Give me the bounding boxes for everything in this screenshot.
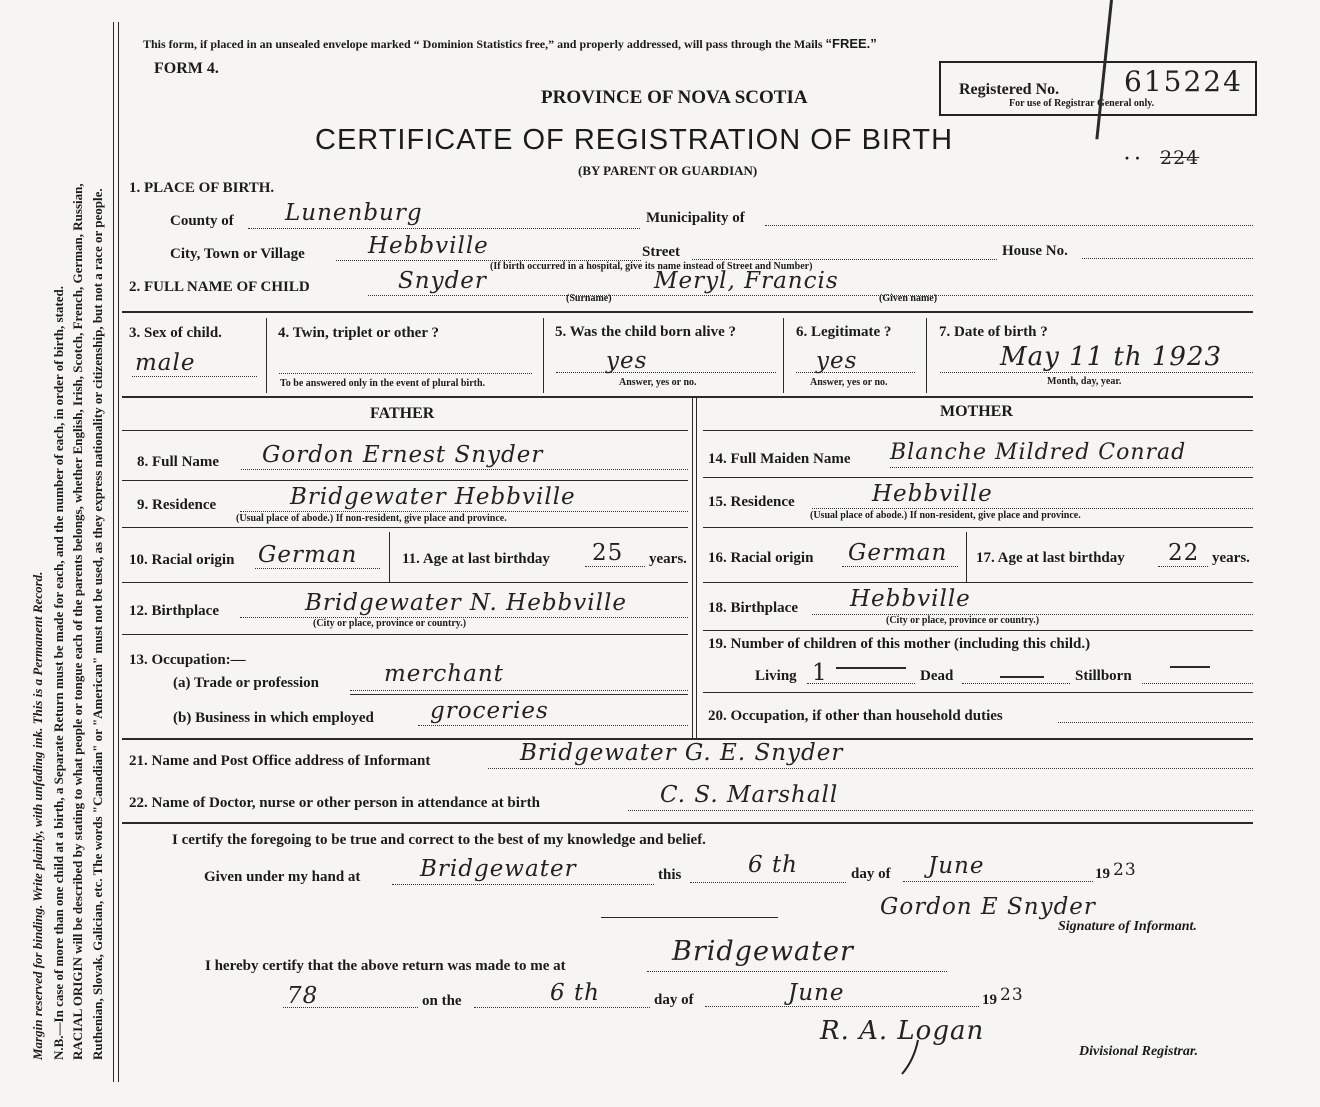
mother-residence-label: 15. Residence: [708, 494, 795, 510]
father-residence-line: [240, 511, 688, 512]
margin-rule: [113, 22, 114, 1082]
father-heading-rule: [122, 430, 688, 431]
children-count-label: 19. Number of children of this mother (including this child.): [708, 636, 1091, 652]
business-line: [418, 725, 688, 726]
row-rule: [350, 694, 688, 695]
alive-label: 5. Was the child born alive ?: [555, 324, 736, 340]
cell-divider: [389, 532, 390, 582]
reg-ref-value: 78: [287, 983, 319, 1009]
cell-divider: [266, 318, 267, 393]
city-value: Hebbville: [368, 233, 489, 259]
month-line: [903, 881, 1093, 882]
sex-line: [132, 376, 257, 377]
province-heading: PROVINCE OF NOVA SCOTIA: [541, 87, 808, 108]
house-label: House No.: [1002, 243, 1068, 259]
reg-day-line: [474, 1007, 650, 1008]
father-age-unit: years.: [649, 551, 687, 567]
living-dash: [836, 667, 906, 669]
twin-label: 4. Twin, triplet or other ?: [278, 325, 439, 341]
twin-line: [279, 373, 532, 374]
row-rule: [122, 527, 688, 528]
mother-age-value: 22: [1168, 540, 1200, 566]
given-under-label: Given under my hand at: [204, 869, 361, 885]
reg-month-value: June: [788, 980, 845, 1006]
mother-race-value: German: [848, 540, 948, 566]
mother-name-label: 14. Full Maiden Name: [708, 451, 851, 467]
father-heading: FATHER: [370, 405, 435, 422]
father-age-label: 11. Age at last birthday: [402, 551, 550, 567]
father-birthplace-note: (City or place, province or country.): [313, 618, 467, 629]
ink-dots: · ·: [1124, 148, 1141, 168]
father-birthplace-value: Bridgewater N. Hebbville: [305, 590, 627, 616]
row-rule: [122, 634, 688, 635]
hospital-note: (If birth occurred in a hospital, give its name instead of Street and Number): [490, 261, 813, 272]
father-race-label: 10. Racial origin: [129, 552, 235, 568]
dead-label: Dead: [920, 668, 954, 684]
mother-age-line: [1158, 566, 1208, 567]
municipality-label: Municipality of: [646, 210, 745, 226]
dead-line: [962, 683, 1070, 684]
registrar-signature: R. A. Logan: [820, 1016, 985, 1046]
county-line: [248, 228, 640, 229]
mother-age-label: 17. Age at last birthday: [976, 550, 1125, 566]
mother-age-unit: years.: [1212, 550, 1250, 566]
father-residence-note: (Usual place of abode.) If non-resident, give place and province.: [236, 513, 507, 524]
county-label: County of: [170, 213, 234, 229]
mother-birthplace-note: (City or place, province or country.): [886, 615, 1040, 626]
margin-rule-2: [118, 22, 119, 1082]
mother-residence-value: Hebbville: [872, 481, 993, 507]
child-name-line: [368, 295, 1253, 296]
signature-flourish: [900, 1040, 940, 1080]
reg-year-prefix: 19: [982, 992, 997, 1008]
mother-occupation-line: [1058, 722, 1253, 723]
alive-line: [556, 372, 776, 373]
registered-number-label: Registered No.: [959, 81, 1060, 98]
doctor-line: [628, 810, 1253, 811]
informant-signature-label: Signature of Informant.: [1058, 919, 1197, 934]
certify-statement: I certify the foregoing to be true and correct to the best of my knowledge and belief.: [172, 832, 706, 848]
mother-race-label: 16. Racial origin: [708, 550, 814, 566]
sex-label: 3. Sex of child.: [129, 325, 222, 341]
trade-label: (a) Trade or profession: [173, 675, 319, 691]
reg-month-line: [705, 1006, 979, 1007]
day-value: 6 th: [748, 852, 798, 878]
legitimate-label: 6. Legitimate ?: [796, 324, 892, 340]
mother-residence-line: [812, 508, 1253, 509]
registered-number-value: 615224: [1124, 65, 1243, 98]
given-name-caption: (Given name): [879, 293, 938, 304]
mother-residence-note: (Usual place of abode.) If non-resident, give place and province.: [810, 510, 1081, 521]
father-name-line: [241, 469, 688, 470]
father-name-label: 8. Full Name: [137, 454, 220, 470]
row-rule: [703, 477, 1253, 478]
father-residence-value: Bridgewater Hebbville: [290, 484, 576, 510]
registrar-statement: I hereby certify that the above return was made to me at: [205, 958, 566, 974]
doctor-label: 22. Name of Doctor, nurse or other person in attendance at birth: [129, 795, 540, 811]
street-line: [692, 259, 997, 260]
mother-name-line: [890, 467, 1253, 468]
on-the-label: on the: [422, 993, 462, 1009]
mother-birthplace-value: Hebbville: [850, 586, 971, 612]
certificate-title: CERTIFICATE OF REGISTRATION OF BIRTH: [315, 124, 954, 156]
divider-2: [122, 396, 1253, 398]
margin-note-binding: Margin reserved for binding. Write plainly, with unfading ink. This is a Permanent Record.: [30, 571, 45, 1060]
divider-1: [122, 311, 1253, 313]
reg-place-line: [647, 971, 947, 972]
given-place-line: [392, 884, 654, 885]
informant-signature-rule: [601, 917, 778, 918]
dob-label: 7. Date of birth ?: [939, 324, 1048, 340]
year-prefix: 19: [1095, 866, 1110, 882]
city-label: City, Town or Village: [170, 246, 305, 262]
cell-divider: [926, 318, 927, 393]
stillborn-label: Stillborn: [1075, 668, 1132, 684]
mother-heading-rule: [703, 430, 1253, 431]
row-rule: [703, 692, 1253, 693]
father-race-value: German: [258, 542, 358, 568]
year-value: 23: [1113, 860, 1137, 880]
surname-caption: (Surname): [566, 293, 612, 304]
row-rule: [703, 582, 1253, 583]
column-divider-2: [696, 398, 697, 738]
house-line: [1082, 258, 1253, 259]
row-rule: [703, 527, 1253, 528]
reg-year-value: 23: [1000, 985, 1024, 1005]
month-value: June: [928, 853, 985, 879]
living-label: Living: [755, 668, 797, 684]
street-label: Street: [642, 244, 681, 260]
twin-note: To be answered only in the event of plural birth.: [280, 378, 486, 389]
dob-line: [940, 372, 1253, 373]
certificate-subtitle: (BY PARENT OR GUARDIAN): [578, 163, 758, 178]
legitimate-value: yes: [816, 348, 858, 374]
dead-dash: [1000, 676, 1044, 678]
reg-place-value: Bridgewater: [672, 936, 854, 967]
father-name-value: Gordon Ernest Snyder: [262, 442, 544, 468]
form-number: FORM 4.: [154, 60, 219, 77]
given-place-value: Bridgewater: [420, 856, 577, 882]
registrar-only-note: For use of Registrar General only.: [1009, 98, 1155, 109]
business-label: (b) Business in which employed: [173, 710, 374, 726]
stillborn-line: [1142, 683, 1253, 684]
day-line: [690, 882, 846, 883]
dob-value: May 11 th 1923: [1000, 342, 1223, 372]
alive-note: Answer, yes or no.: [619, 377, 697, 388]
this-label: this: [658, 867, 682, 883]
mother-name-value: Blanche Mildred Conrad: [890, 440, 1187, 465]
trade-value: merchant: [384, 661, 504, 687]
business-value: groceries: [430, 698, 549, 724]
father-age-value: 25: [592, 540, 624, 566]
mother-occupation-label: 20. Occupation, if other than household duties: [708, 708, 1003, 724]
column-divider: [692, 398, 693, 738]
cell-divider: [783, 318, 784, 393]
father-residence-label: 9. Residence: [137, 497, 217, 513]
father-race-line: [255, 568, 380, 569]
cell-divider: [966, 532, 967, 582]
living-value: 1: [812, 660, 828, 686]
informant-signature: Gordon E Snyder: [880, 894, 1096, 920]
father-age-line: [585, 566, 645, 567]
mother-heading: MOTHER: [940, 403, 1013, 420]
informant-value: Bridgewater G. E. Snyder: [520, 740, 844, 766]
place-of-birth-label: 1. PLACE OF BIRTH.: [129, 180, 275, 196]
mother-race-line: [842, 566, 958, 567]
reg-day-value: 6 th: [550, 980, 600, 1006]
child-surname-value: Snyder: [398, 268, 487, 294]
dob-note: Month, day, year.: [1047, 376, 1122, 387]
margin-note-racial-origin-2: Ruthenian, Slovak, Galician, etc. The words "Canadian" or "American" must not be used, as they express nationality or citizenship, but not a race or people.: [90, 188, 105, 1060]
father-birthplace-label: 12. Birthplace: [129, 603, 219, 619]
margin-note-multiple-births: N.B.—In case of more than one child at a birth, a Separate Return must be made for each, and the number of each, in order of birth, stated.: [51, 286, 66, 1060]
informant-label: 21. Name and Post Office address of Informant: [129, 753, 431, 769]
row-rule: [122, 582, 688, 583]
divider-4: [122, 822, 1253, 824]
divisional-registrar-label: Divisional Registrar.: [1079, 1044, 1199, 1059]
county-value: Lunenburg: [285, 200, 423, 226]
struck-number: 224: [1160, 147, 1200, 169]
child-given-value: Meryl, Francis: [654, 268, 839, 294]
father-occupation-label: 13. Occupation:—: [129, 652, 246, 668]
margin-note-racial-origin: RACIAL ORIGIN will be described by stating to what people or tongue each of the parents belongs, whether English, Irish, Scotch, French, German, Russian,: [70, 183, 85, 1060]
municipality-line: [765, 225, 1253, 226]
trade-line: [350, 690, 688, 691]
reg-day-of-label: day of: [654, 992, 694, 1008]
cell-divider: [543, 318, 544, 393]
mother-birthplace-label: 18. Birthplace: [708, 600, 798, 616]
mail-note: This form, if placed in an unsealed envelope marked “ Dominion Statistics free,” and properly addressed, will pass through the Mails “FREE.”: [143, 36, 877, 51]
doctor-value: C. S. Marshall: [660, 782, 839, 808]
legitimate-note: Answer, yes or no.: [810, 377, 888, 388]
row-rule: [122, 480, 688, 481]
informant-line: [488, 768, 1253, 769]
alive-value: yes: [606, 348, 648, 374]
stillborn-dash: [1170, 666, 1210, 668]
day-of-label: day of: [851, 866, 891, 882]
sex-value: male: [135, 350, 196, 376]
child-name-label: 2. FULL NAME OF CHILD: [129, 279, 310, 295]
row-rule: [703, 630, 1253, 631]
